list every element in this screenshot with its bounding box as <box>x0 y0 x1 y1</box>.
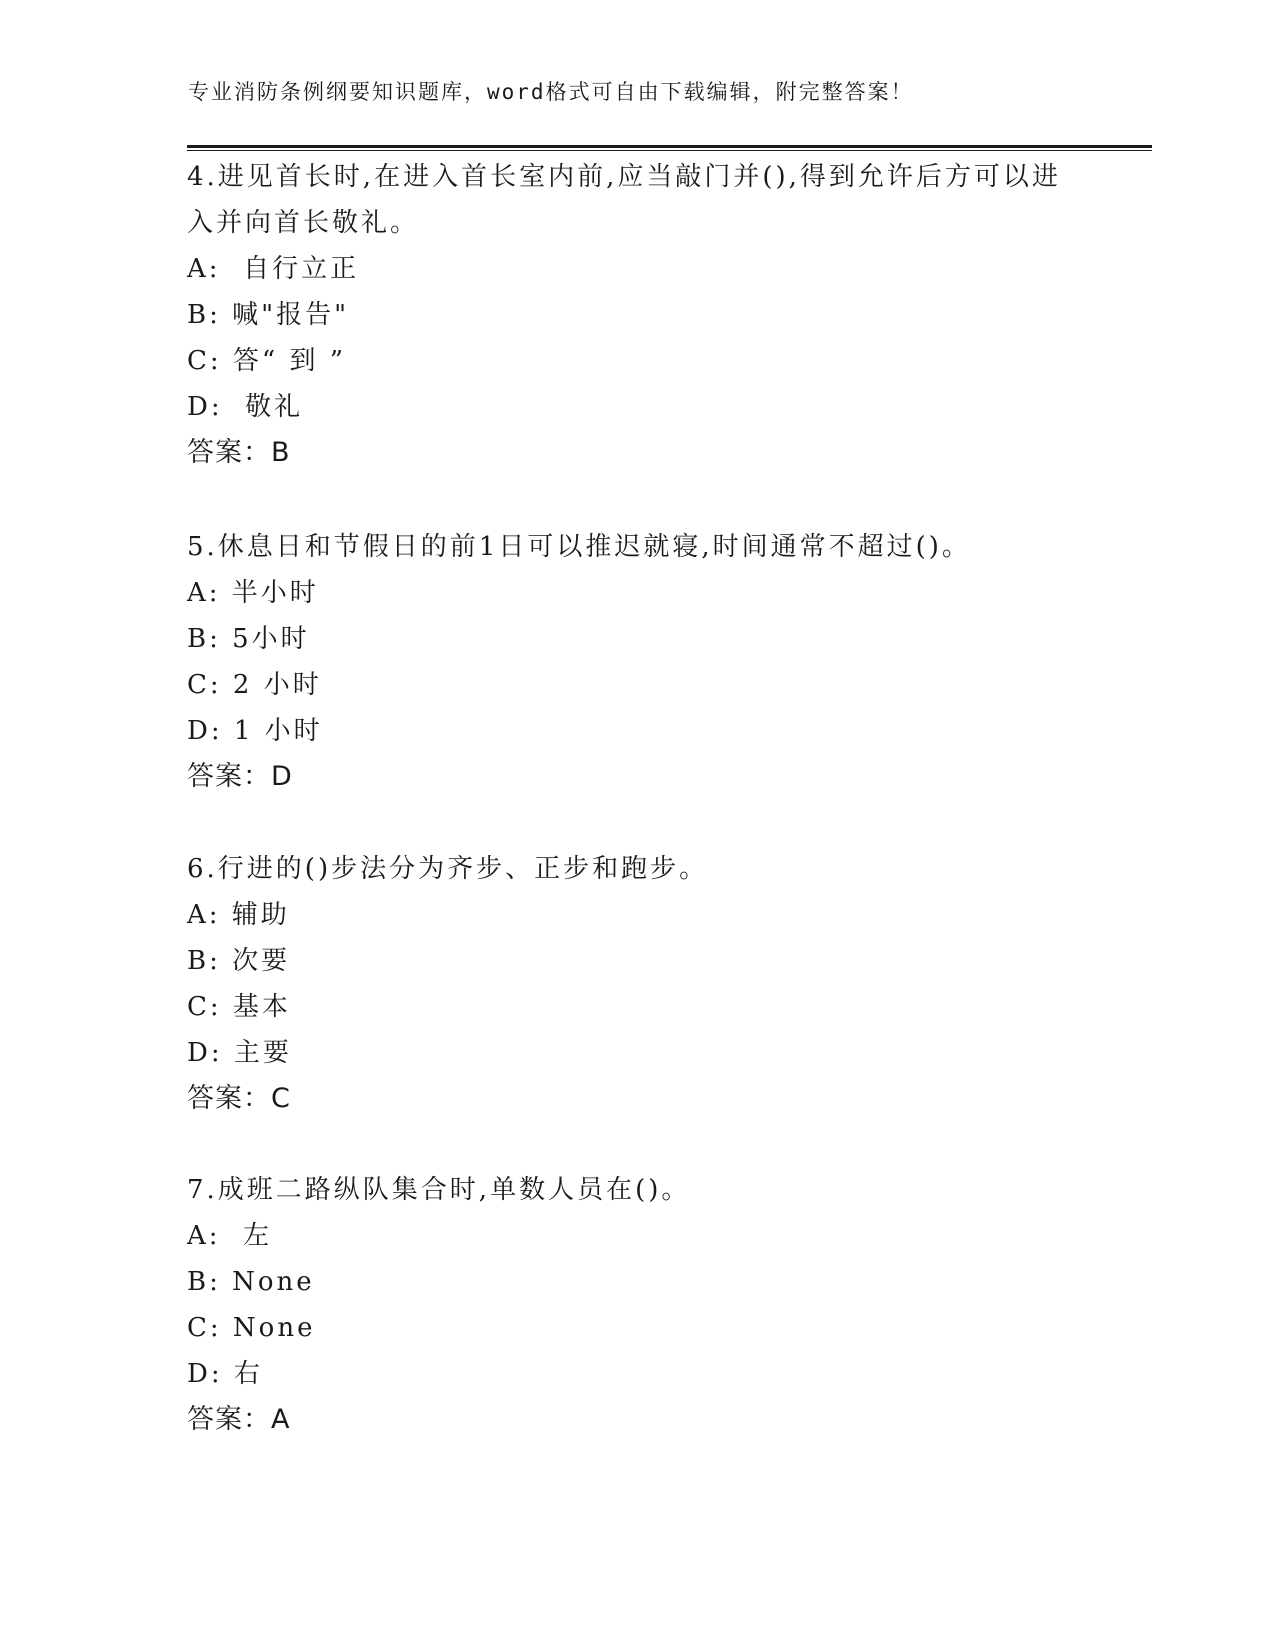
option-a: A: 左 <box>187 1221 273 1251</box>
answer: 答案：D <box>187 761 293 792</box>
option-c: C: None <box>187 1313 316 1343</box>
option-a: A: 半小时 <box>187 578 319 608</box>
option-a: A: 辅助 <box>187 900 290 930</box>
option-d: D: 主要 <box>187 1038 292 1068</box>
option-d: D: 右 <box>187 1359 263 1389</box>
question-stem-continued: 入并向首长敬礼。 <box>187 208 420 238</box>
header-rule-thick <box>187 145 1152 148</box>
option-a: A: 自行立正 <box>187 254 360 284</box>
option-b: B: 喊"报告" <box>187 300 350 330</box>
option-c: C: 答“ 到 ” <box>187 346 347 376</box>
option-c: C: 基本 <box>187 992 291 1022</box>
question-stem: 7.成班二路纵队集合时,单数人员在()。 <box>187 1175 691 1205</box>
answer: 答案：C <box>187 1083 291 1114</box>
question-stem: 4.进见首长时,在进入首长室内前,应当敲门并(),得到允许后方可以进 <box>187 162 1061 192</box>
question-stem: 5.休息日和节假日的前1日可以推迟就寝,时间通常不超过()。 <box>187 532 971 562</box>
option-b: B: 5小时 <box>187 624 310 654</box>
option-d: D: 1 小时 <box>187 716 323 746</box>
question-4 <box>187 154 1087 476</box>
option-b: B: 次要 <box>187 946 291 976</box>
answer: 答案：B <box>187 437 291 468</box>
answer: 答案：A <box>187 1404 291 1435</box>
header-rule-thin <box>187 150 1152 151</box>
option-d: D: 敬礼 <box>187 392 304 422</box>
option-b: B: None <box>187 1267 315 1297</box>
header-note: 专业消防条例纲要知识题库，word格式可自由下载编辑，附完整答案！ <box>188 80 914 104</box>
question-5 <box>187 524 1087 800</box>
question-stem: 6.行进的()步法分为齐步、正步和跑步。 <box>187 854 709 884</box>
question-7 <box>187 1167 1087 1443</box>
question-6 <box>187 846 1087 1122</box>
option-c: C: 2 小时 <box>187 670 322 700</box>
